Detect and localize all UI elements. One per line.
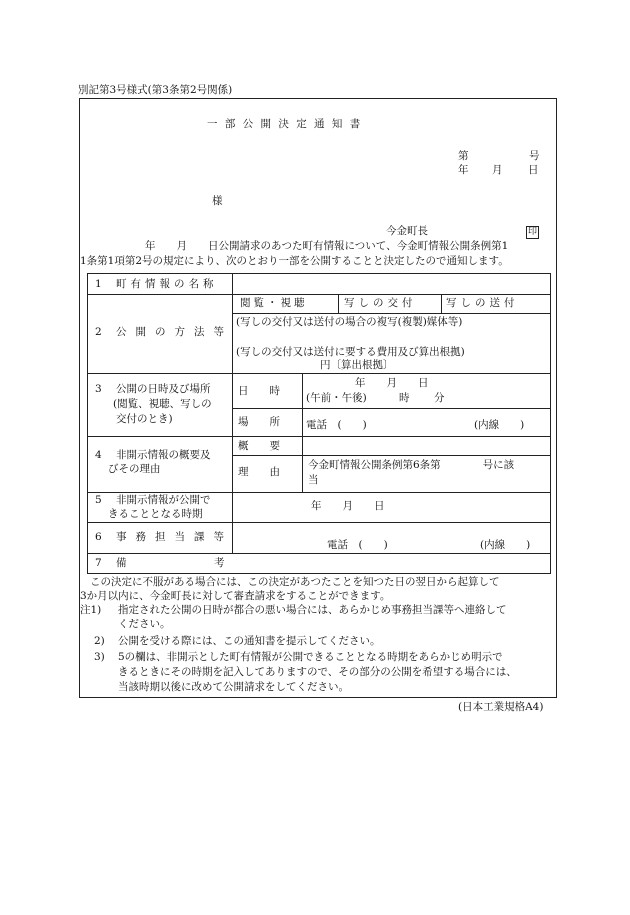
method-divider-v	[338, 294, 339, 313]
row-number: 2	[95, 326, 102, 338]
note1-label: 注1)	[80, 604, 102, 616]
note2-line-1: 公開を受ける際には、この通知書を提示してください。	[118, 635, 381, 647]
appeal-line-1: この決定に不服がある場合には、この決定があつたことを知つた日の翌日から起算して	[90, 576, 500, 588]
column-divider	[232, 273, 233, 553]
issuer-name: 今金町長	[386, 225, 428, 237]
date-month: 月	[492, 164, 503, 176]
place-extension: (内線 )	[474, 419, 525, 431]
datetime-divider	[232, 408, 551, 409]
datetime-label: 日 時	[238, 385, 280, 397]
row7-label-left: 備	[116, 557, 127, 569]
date-day: 日	[528, 164, 539, 176]
datetime-minute: 分	[434, 392, 445, 404]
row2-label: 公開の方法等	[116, 326, 233, 338]
row-divider	[87, 436, 551, 437]
row-divider	[87, 492, 551, 493]
datetime-ampm: (午前・午後)	[306, 392, 367, 404]
dept-phone: 電話 ( )	[327, 539, 388, 551]
number-suffix: 号	[529, 150, 540, 162]
reason-text-2: 当	[308, 474, 319, 486]
note3-line-3: 当該時期以後に改めて公開請求をしてください。	[118, 681, 349, 693]
form-label: 別記第3号様式(第3条第2号関係)	[78, 84, 233, 96]
row5-label-2: きることとなる時期	[108, 508, 203, 520]
row6-label: 事務担当課等	[116, 531, 233, 543]
method-send: 写しの送付	[446, 297, 519, 309]
row-divider	[87, 522, 551, 523]
row3-label-2: (閲覧、視聴、写しの	[113, 398, 212, 410]
body-line-2: 1条第1項第2号の規定により、次のとおり一部を公開することと決定したので通知します。	[80, 255, 509, 267]
number-prefix: 第	[458, 150, 469, 162]
row-number: 6	[95, 531, 102, 543]
row-number: 5	[95, 494, 102, 506]
method-view: 閲覧・視聴	[240, 297, 308, 309]
row-divider	[87, 373, 551, 374]
row-divider	[87, 294, 551, 295]
place-phone: 電話 ( )	[306, 419, 367, 431]
reason-text-1: 今金町情報公開条例第6条第 号に該	[308, 459, 515, 471]
sub-column-divider	[302, 373, 303, 492]
note3-line-1: 5の欄は、非開示とした町有情報が公開できることとなる時期をあらかじめ明示で	[118, 651, 503, 663]
cost-note: (写しの交付又は送付に要する費用及び算出根拠)	[236, 346, 465, 358]
row-number: 1	[95, 278, 102, 290]
date-year: 年	[458, 164, 469, 176]
row3-label-3: 交付のとき)	[116, 413, 173, 425]
dept-extension: (内線 )	[480, 539, 531, 551]
note3-line-2: きるときにその時期を記入してありますので、その部分の公開を希望する場合には、	[118, 666, 517, 678]
summary-divider	[232, 455, 551, 456]
document-title: 一 部 公 開 決 定 通 知 書	[207, 118, 363, 130]
summary-label: 概 要	[238, 440, 280, 452]
method-copy: 写しの交付	[344, 297, 417, 309]
method-divider	[232, 313, 551, 314]
row-number: 7	[95, 557, 102, 569]
appeal-line-2: 3か月以内に、今金町長に対して審査請求をすることができます。	[80, 590, 391, 602]
note2-label: 2)	[94, 635, 105, 647]
seal-mark: 印	[527, 227, 537, 237]
note3-label: 3)	[94, 651, 105, 663]
row-number: 3	[95, 383, 102, 395]
row4-label-2: びその理由	[108, 463, 161, 475]
row4-label-1: 非開示情報の概要及	[116, 449, 211, 461]
datetime-date: 年 月 日	[355, 377, 429, 389]
paper-size-note: (日本工業規格A4)	[458, 701, 544, 713]
cost-value: 円〔算出根拠〕	[320, 359, 394, 371]
reason-label: 理 由	[238, 466, 280, 478]
place-label: 場 所	[238, 416, 280, 428]
body-line-1: 年 月 日公開請求のあつた町有情報について、今金町情報公開条例第1	[145, 240, 509, 252]
release-date: 年 月 日	[311, 500, 385, 512]
medium-note: (写しの交付又は送付の場合の複写(複製)媒体等)	[236, 316, 463, 328]
method-divider-v	[441, 294, 442, 313]
row-number: 4	[95, 449, 102, 461]
row3-label-1: 公開の日時及び場所	[116, 383, 211, 395]
row5-label-1: 非開示情報が公開で	[116, 494, 211, 506]
row-divider	[87, 553, 551, 554]
note1-line-2: ください。	[118, 618, 171, 630]
addressee-suffix: 様	[212, 195, 223, 207]
row1-label: 町有情報の名称	[116, 278, 218, 290]
note1-line-1: 指定された公開の日時が都合の悪い場合には、あらかじめ事務担当課等へ連絡して	[118, 604, 507, 616]
datetime-hour: 時	[399, 392, 410, 404]
row7-label-right: 考	[214, 557, 225, 569]
